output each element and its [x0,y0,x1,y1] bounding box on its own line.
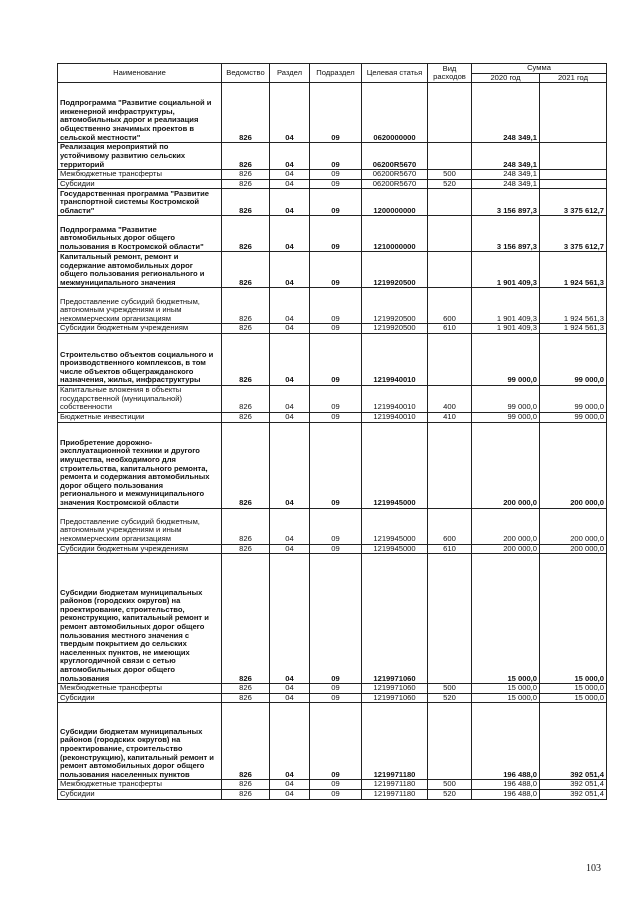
table-row [58,324,607,334]
cell-vid [428,143,472,170]
cell-target: 0620000000 [362,83,428,143]
cell-razdel: 04 [270,780,310,790]
cell-2020: 196 488,0 [472,703,540,780]
cell-vid: 400 [428,385,472,412]
cell-podrazdel: 09 [310,703,362,780]
cell-target: 1200000000 [362,189,428,216]
cell-2021 [540,179,607,189]
cell-razdel: 04 [270,703,310,780]
cell-2021: 392 051,4 [540,703,607,780]
cell-vedomstvo: 826 [222,422,270,508]
cell-razdel: 04 [270,288,310,324]
cell-podrazdel: 09 [310,693,362,703]
cell-podrazdel: 09 [310,83,362,143]
cell-podrazdel: 09 [310,385,362,412]
cell-podrazdel: 09 [310,189,362,216]
cell-2020: 200 000,0 [472,544,540,554]
cell-2021: 15 000,0 [540,693,607,703]
cell-vid [428,216,472,252]
budget-table [57,63,607,800]
cell-2020: 1 901 409,3 [472,324,540,334]
cell-vedomstvo: 826 [222,789,270,799]
cell-target: 1219940010 [362,412,428,422]
cell-target: 06200R5670 [362,143,428,170]
cell-podrazdel: 09 [310,422,362,508]
cell-2021 [540,83,607,143]
cell-name: Межбюджетные трансферты [58,170,222,180]
header-2021: 2021 год [540,73,607,83]
cell-name: Бюджетные инвестиции [58,412,222,422]
cell-name: Межбюджетные трансферты [58,780,222,790]
table-body [58,83,607,799]
cell-vid: 600 [428,508,472,544]
cell-vid [428,252,472,288]
cell-2020: 3 156 897,3 [472,189,540,216]
cell-razdel: 04 [270,252,310,288]
cell-2020: 248 349,1 [472,143,540,170]
cell-razdel: 04 [270,216,310,252]
cell-razdel: 04 [270,422,310,508]
cell-name: Субсидии бюджетам муниципальных районов (городских округов) на проектирование, строительство (реконструкцию), капитальный ремонт и ремонт автомобильных дорог общего пользования населенных пунктов [58,703,222,780]
cell-2020: 200 000,0 [472,422,540,508]
table-row [58,693,607,703]
cell-vedomstvo: 826 [222,179,270,189]
cell-vid [428,422,472,508]
cell-2021: 1 924 561,3 [540,288,607,324]
header-podrazdel: Подраздел [310,64,362,83]
cell-razdel: 04 [270,693,310,703]
cell-2021: 1 924 561,3 [540,252,607,288]
table-row [58,288,607,324]
cell-2021 [540,143,607,170]
cell-vid: 500 [428,780,472,790]
cell-target: 1219920500 [362,324,428,334]
header-vid: Вид расходов [428,64,472,83]
cell-2020: 99 000,0 [472,385,540,412]
cell-target: 1210000000 [362,216,428,252]
cell-razdel: 04 [270,789,310,799]
cell-vid: 610 [428,544,472,554]
cell-2021: 1 924 561,3 [540,324,607,334]
table-row [58,170,607,180]
cell-vedomstvo: 826 [222,780,270,790]
cell-name: Строительство объектов социального и производственного комплексов, в том числе объектов общегражданского назначения, жилья, инфраструктуры [58,333,222,385]
cell-vedomstvo: 826 [222,703,270,780]
cell-razdel: 04 [270,412,310,422]
cell-name: Межбюджетные трансферты [58,684,222,694]
cell-razdel: 04 [270,333,310,385]
cell-name: Подпрограмма "Развитие автомобильных дорог общего пользования в Костромской области" [58,216,222,252]
cell-name: Предоставление субсидий бюджетным, автономным учреждениям и иным некоммерческим организациям [58,508,222,544]
table-row [58,422,607,508]
table-row [58,703,607,780]
cell-vid: 610 [428,324,472,334]
table-row [58,143,607,170]
cell-podrazdel: 09 [310,170,362,180]
cell-vedomstvo: 826 [222,412,270,422]
cell-vid: 520 [428,789,472,799]
cell-vedomstvo: 826 [222,170,270,180]
cell-vedomstvo: 826 [222,83,270,143]
cell-podrazdel: 09 [310,508,362,544]
table-row [58,544,607,554]
cell-razdel: 04 [270,179,310,189]
cell-podrazdel: 09 [310,554,362,684]
header-vedomstvo: Ведомство [222,64,270,83]
table-row [58,780,607,790]
cell-2021: 15 000,0 [540,554,607,684]
table-row [58,789,607,799]
cell-name: Приобретение дорожно-эксплуатационной техники и другого имущества, необходимого для строительства, капитального ремонта, ремонта и содержания автомобильных дорог общего пользования регионального и межмуниципального значения Костромской области [58,422,222,508]
cell-target: 1219971060 [362,693,428,703]
cell-2020: 248 349,1 [472,170,540,180]
cell-vid [428,189,472,216]
cell-podrazdel: 09 [310,252,362,288]
cell-razdel: 04 [270,508,310,544]
page-number: 103 [586,863,601,874]
cell-vedomstvo: 826 [222,143,270,170]
cell-2021: 392 051,4 [540,780,607,790]
cell-2020: 15 000,0 [472,554,540,684]
cell-target: 1219971060 [362,684,428,694]
table-row [58,252,607,288]
cell-vedomstvo: 826 [222,189,270,216]
cell-2020: 248 349,1 [472,179,540,189]
cell-target: 1219971180 [362,789,428,799]
header-2020: 2020 год [472,73,540,83]
cell-name: Субсидии [58,693,222,703]
cell-2021: 200 000,0 [540,422,607,508]
header-target: Целевая статья [362,64,428,83]
cell-2020: 1 901 409,3 [472,288,540,324]
table-row [58,554,607,684]
cell-vid: 500 [428,170,472,180]
cell-2020: 3 156 897,3 [472,216,540,252]
cell-name: Подпрограмма "Развитие социальной и инженерной инфраструктуры, автомобильных дорог и реализация общественно значимых проектов в сельской местности" [58,83,222,143]
cell-name: Государственная программа "Развитие транспортной системы Костромской области" [58,189,222,216]
cell-razdel: 04 [270,170,310,180]
cell-vid [428,554,472,684]
cell-vedomstvo: 826 [222,554,270,684]
cell-vedomstvo: 826 [222,684,270,694]
cell-razdel: 04 [270,684,310,694]
cell-vedomstvo: 826 [222,508,270,544]
cell-2021: 200 000,0 [540,544,607,554]
table-row [58,189,607,216]
cell-2021 [540,170,607,180]
cell-podrazdel: 09 [310,324,362,334]
cell-vedomstvo: 826 [222,544,270,554]
cell-razdel: 04 [270,143,310,170]
cell-podrazdel: 09 [310,684,362,694]
cell-target: 1219920500 [362,288,428,324]
cell-2020: 248 349,1 [472,83,540,143]
cell-vedomstvo: 826 [222,288,270,324]
cell-name: Капитальный ремонт, ремонт и содержание автомобильных дорог общего пользования регионального и межмуниципального значения [58,252,222,288]
cell-2020: 196 488,0 [472,780,540,790]
cell-target: 1219971180 [362,780,428,790]
cell-name: Реализация мероприятий по устойчивому развитию сельских территорий [58,143,222,170]
cell-target: 1219945000 [362,422,428,508]
header-name: Наименование [58,64,222,83]
cell-razdel: 04 [270,189,310,216]
header-razdel: Раздел [270,64,310,83]
cell-name: Субсидии [58,179,222,189]
cell-podrazdel: 09 [310,333,362,385]
cell-target: 06200R5670 [362,179,428,189]
cell-vedomstvo: 826 [222,216,270,252]
cell-name: Субсидии бюджетным учреждениям [58,544,222,554]
cell-razdel: 04 [270,83,310,143]
cell-razdel: 04 [270,554,310,684]
cell-name: Капитальные вложения в объекты государственной (муниципальной) собственности [58,385,222,412]
cell-2020: 15 000,0 [472,684,540,694]
cell-2021: 3 375 612,7 [540,216,607,252]
cell-name: Субсидии бюджетным учреждениям [58,324,222,334]
cell-vedomstvo: 826 [222,252,270,288]
table-row [58,83,607,143]
cell-name: Субсидии [58,789,222,799]
cell-vid [428,703,472,780]
cell-vedomstvo: 826 [222,324,270,334]
cell-podrazdel: 09 [310,288,362,324]
cell-2020: 15 000,0 [472,693,540,703]
cell-2021: 200 000,0 [540,508,607,544]
table-row [58,216,607,252]
cell-target: 1219940010 [362,333,428,385]
cell-name: Предоставление субсидий бюджетным, автономным учреждениям и иным некоммерческим организациям [58,288,222,324]
cell-target: 1219971060 [362,554,428,684]
cell-2020: 1 901 409,3 [472,252,540,288]
cell-vid [428,83,472,143]
cell-podrazdel: 09 [310,544,362,554]
cell-vid: 500 [428,684,472,694]
cell-2021: 392 051,4 [540,789,607,799]
cell-2021: 99 000,0 [540,412,607,422]
cell-vid: 600 [428,288,472,324]
header-sum: Сумма [472,64,607,74]
cell-podrazdel: 09 [310,412,362,422]
cell-podrazdel: 09 [310,216,362,252]
table-row [58,508,607,544]
cell-vid: 520 [428,179,472,189]
cell-vid: 520 [428,693,472,703]
table-row [58,333,607,385]
table-row [58,684,607,694]
cell-razdel: 04 [270,324,310,334]
cell-vedomstvo: 826 [222,385,270,412]
cell-2020: 200 000,0 [472,508,540,544]
cell-2020: 196 488,0 [472,789,540,799]
cell-razdel: 04 [270,385,310,412]
cell-target: 06200R5670 [362,170,428,180]
cell-name: Субсидии бюджетам муниципальных районов (городских округов) на проектирование, строительство, реконструкцию, капитальный ремонт и ремонт автомобильных дорог общего пользования местного значения с твердым покрытием до сельских населенных пунктов, не имеющих круглогодичной связи с сетью автомобильных дорог общего пользования [58,554,222,684]
cell-target: 1219940010 [362,385,428,412]
cell-target: 1219945000 [362,508,428,544]
cell-vedomstvo: 826 [222,333,270,385]
cell-podrazdel: 09 [310,780,362,790]
table-row [58,385,607,412]
cell-podrazdel: 09 [310,789,362,799]
table-row [58,412,607,422]
cell-target: 1219945000 [362,544,428,554]
cell-podrazdel: 09 [310,179,362,189]
cell-vid [428,333,472,385]
cell-2021: 15 000,0 [540,684,607,694]
cell-target: 1219920500 [362,252,428,288]
cell-2020: 99 000,0 [472,412,540,422]
cell-2021: 99 000,0 [540,333,607,385]
table-row [58,179,607,189]
cell-2021: 3 375 612,7 [540,189,607,216]
cell-2020: 99 000,0 [472,333,540,385]
cell-target: 1219971180 [362,703,428,780]
cell-razdel: 04 [270,544,310,554]
cell-podrazdel: 09 [310,143,362,170]
cell-2021: 99 000,0 [540,385,607,412]
cell-vid: 410 [428,412,472,422]
cell-vedomstvo: 826 [222,693,270,703]
